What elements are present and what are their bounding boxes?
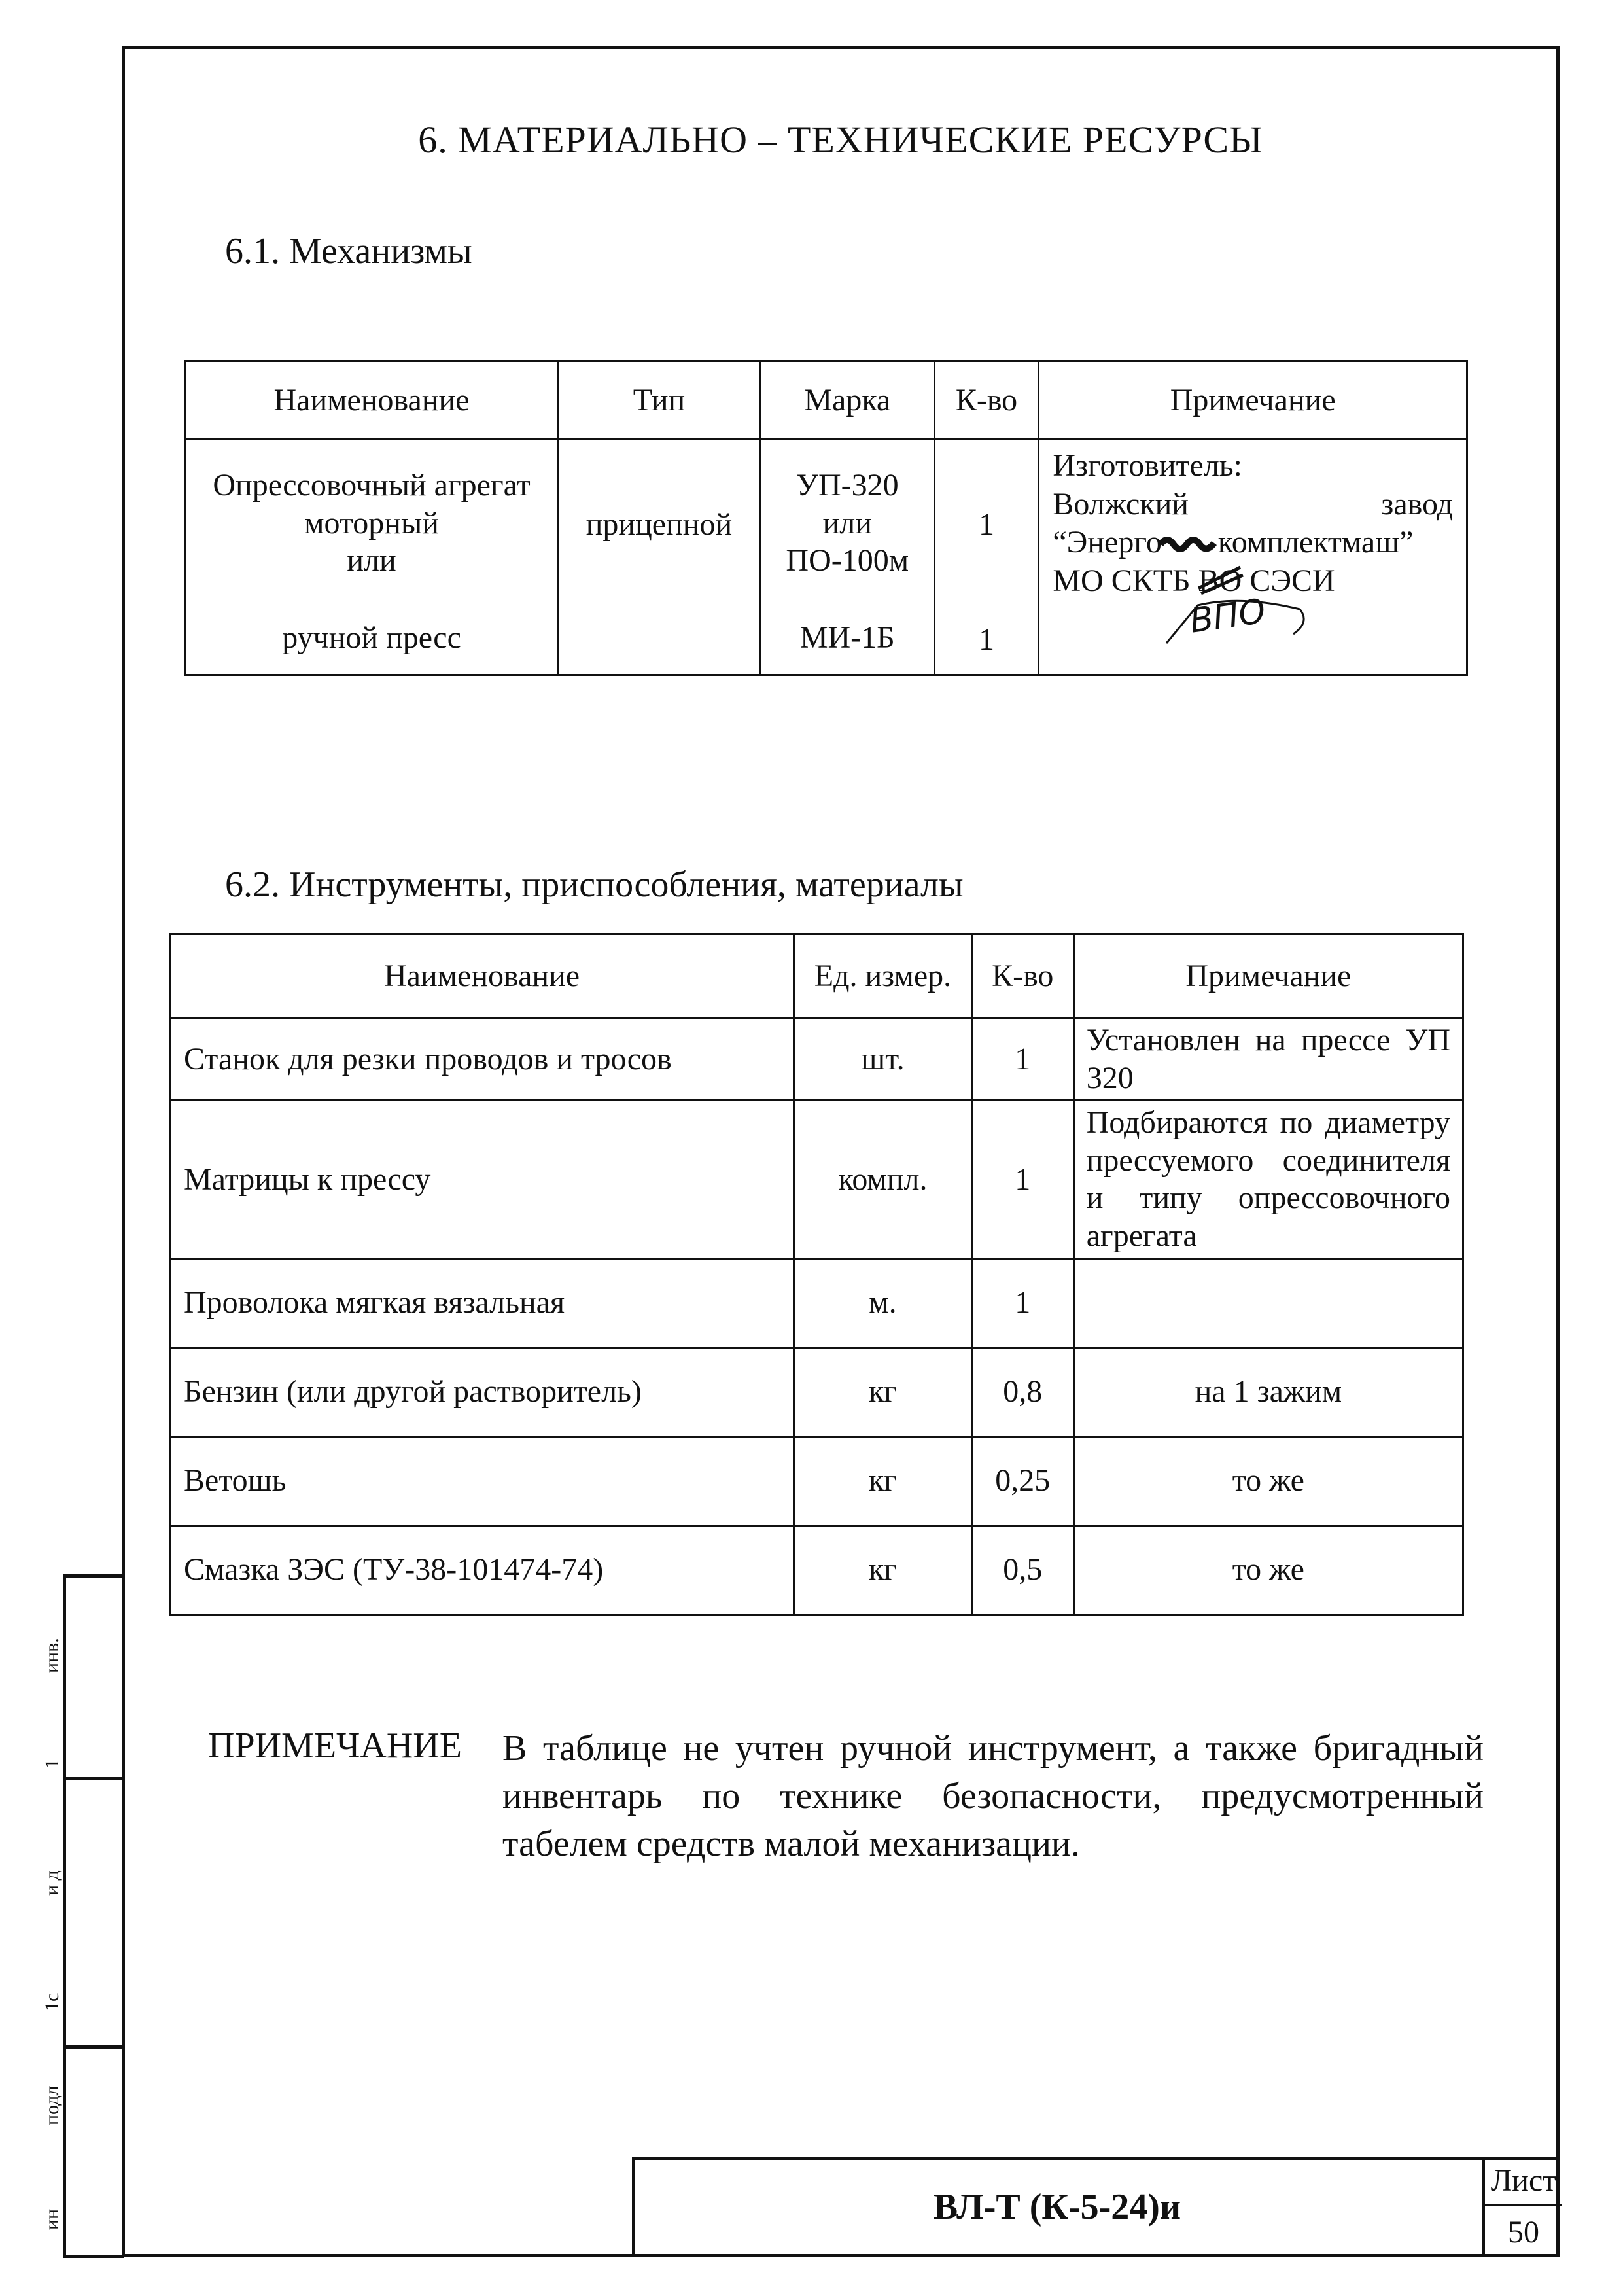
strip-label: ин [41, 2208, 63, 2230]
strip-label: 1с [41, 1992, 63, 2011]
tool-qty: 1 [971, 1258, 1073, 1347]
strip-divider [63, 2045, 124, 2049]
note-text: комплектмаш” [1217, 525, 1414, 560]
tool-name: Проволока мягкая вязальная [170, 1258, 794, 1347]
page-title: 6. МАТЕРИАЛЬНО – ТЕХНИЧЕСКИЕ РЕСУРСЫ [418, 118, 1263, 161]
note-word: завод [1381, 486, 1453, 521]
header-qty: К-во [971, 934, 1073, 1018]
note-line [1053, 486, 1453, 524]
note-word: Волжский [1053, 486, 1189, 521]
mechanism-name-line: моторный [304, 505, 439, 540]
table-row [170, 1525, 1463, 1614]
sheet-number: 50 [1508, 2214, 1539, 2250]
tool-unit: шт. [794, 1018, 972, 1101]
tool-note: Установлен на прессе УП 320 [1073, 1018, 1463, 1101]
tool-qty: 0,5 [971, 1525, 1073, 1614]
tool-unit: м. [794, 1258, 972, 1347]
mechanism-name-line: Опрессовочный агрегат [213, 468, 531, 503]
table-row [170, 1018, 1463, 1101]
note-line [1053, 523, 1453, 562]
note-label: ПРИМЕЧАНИЕ [208, 1725, 462, 1766]
mechanism-name-cell [186, 440, 558, 675]
mechanism-qty-cell [934, 440, 1039, 675]
mechanism-brand-line: или [822, 505, 872, 540]
note-text: СЭСИ [1242, 563, 1335, 598]
header-unit: Ед. измер. [794, 934, 972, 1018]
note-line: Изготовитель: [1053, 448, 1242, 483]
header-brand: Марка [760, 361, 934, 440]
strip-label: подл [41, 2085, 63, 2125]
strip-label: и д [41, 1870, 63, 1896]
tool-qty: 0,8 [971, 1347, 1073, 1436]
tool-name: Бензин (или другой растворитель) [170, 1347, 794, 1436]
header-type: Тип [558, 361, 761, 440]
table-row [186, 440, 1467, 675]
table-row [170, 1436, 1463, 1525]
header-qty: К-во [934, 361, 1039, 440]
handwritten-note [1053, 592, 1453, 646]
scribble-mark [1158, 530, 1217, 556]
strip-divider [63, 1777, 124, 1780]
tool-note: Подбираются по диаметру прессуемого соединителя и типу опрессовочного агрегата [1073, 1101, 1463, 1258]
header-name: Наименование [170, 934, 794, 1018]
mechanism-name-line: или [347, 543, 396, 578]
tool-note: то же [1073, 1525, 1463, 1614]
tool-name: Смазка ЗЭС (ТУ-38-101474-74) [170, 1525, 794, 1614]
tool-qty: 0,25 [971, 1436, 1073, 1525]
table-row [170, 1258, 1463, 1347]
strip-inner-line [63, 1574, 66, 2257]
table-header-row [186, 361, 1467, 440]
sheet-box [1482, 2157, 1560, 2257]
handwritten-arrow [1162, 596, 1313, 648]
section-heading-tools: 6.2. Инструменты, приспособления, материалы [225, 864, 964, 905]
tools-table [169, 933, 1464, 1616]
mechanism-type-cell: прицепной [558, 440, 761, 675]
mechanism-qty: 1 [979, 622, 995, 657]
tool-name: Ветошь [170, 1436, 794, 1525]
tool-name: Станок для резки проводов и тросов [170, 1018, 794, 1101]
mechanism-note-cell [1039, 440, 1467, 675]
header-note: Примечание [1039, 361, 1467, 440]
handwritten-text: ВПО [1187, 592, 1268, 641]
mechanism-name-line: ручной пресс [282, 620, 461, 655]
mechanisms-table [184, 360, 1468, 676]
mechanism-brand-line: УП-320 [795, 468, 899, 503]
note-text: В таблице не учтен ручной инструмент, а также бригадный инвентарь по технике безопасности, предусмотренный табелем средств малой механизации. [502, 1728, 1484, 1864]
struck-word: ВО [1198, 563, 1242, 598]
table-row [170, 1347, 1463, 1436]
note-text: “Энерго [1053, 525, 1162, 560]
note-text: МО СКТБ [1053, 563, 1198, 598]
header-name: Наименование [186, 361, 558, 440]
strip-divider [63, 1574, 124, 1578]
document-code: ВЛ-Т (К-5-24)и [933, 2187, 1181, 2227]
tool-unit: компл. [794, 1101, 972, 1258]
sheet-label: Лист [1485, 2157, 1562, 2206]
mechanism-qty: 1 [979, 507, 995, 542]
strip-label: 1 [41, 1759, 63, 1769]
tool-note: на 1 зажим [1073, 1347, 1463, 1436]
strip-divider [63, 2255, 124, 2258]
tool-qty: 1 [971, 1101, 1073, 1258]
tool-unit: кг [794, 1525, 972, 1614]
tool-note [1073, 1258, 1463, 1347]
struck-text [1162, 523, 1218, 562]
mechanism-brand-cell [760, 440, 934, 675]
strip-label: инв. [41, 1638, 63, 1673]
section-heading-mechanisms: 6.1. Механизмы [225, 231, 472, 272]
tool-unit: кг [794, 1436, 972, 1525]
mechanism-brand-line: ПО-100м [786, 543, 909, 578]
tool-qty: 1 [971, 1018, 1073, 1101]
tool-note: то же [1073, 1436, 1463, 1525]
mechanism-brand-line: МИ-1Б [799, 620, 895, 655]
tool-unit: кг [794, 1347, 972, 1436]
table-header-row [170, 934, 1463, 1018]
tool-name: Матрицы к прессу [170, 1101, 794, 1258]
table-row [170, 1101, 1463, 1258]
header-note: Примечание [1073, 934, 1463, 1018]
